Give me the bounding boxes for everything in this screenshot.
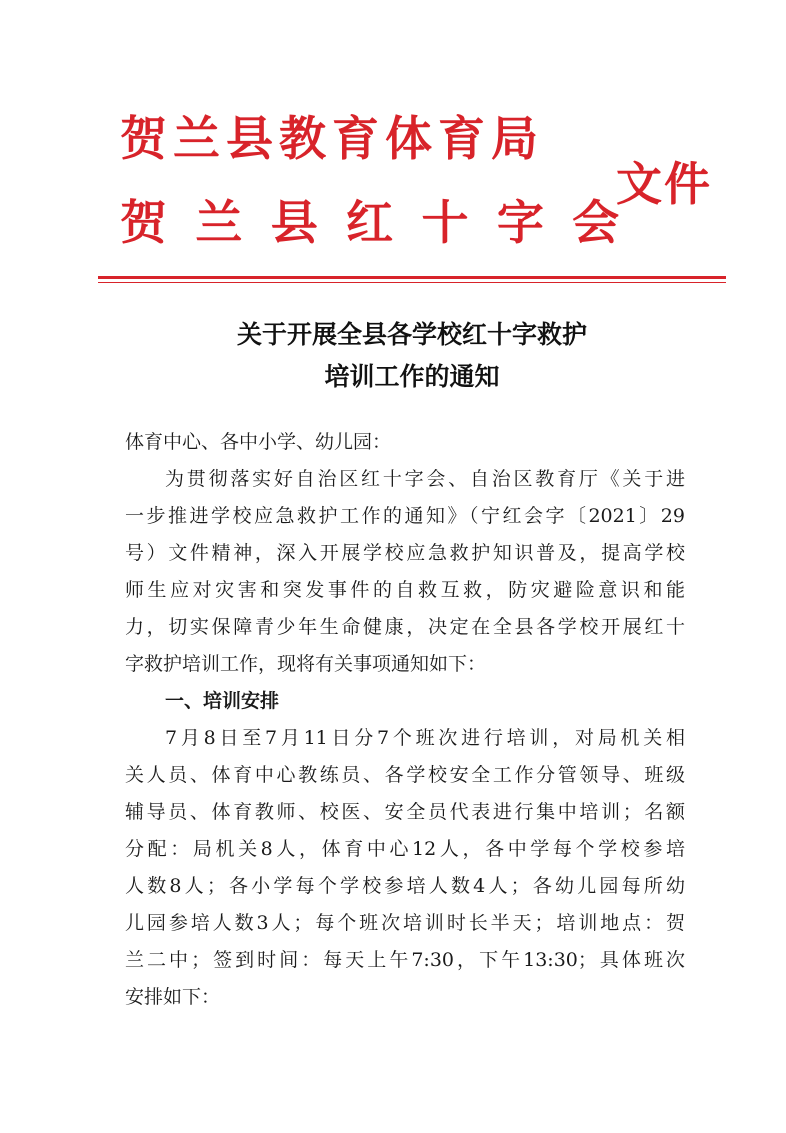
paragraph-line: 师生应对灾害和突发事件的自救互救，防灾避险意识和能 bbox=[125, 579, 685, 601]
paragraph-line: 为贯彻落实好自治区红十字会、自治区教育厅《关于进 bbox=[165, 468, 685, 490]
document-type-label: 文件 bbox=[616, 157, 712, 211]
paragraph-line: 儿园参培人数3人；每个班次培训时长半天；培训地点：贺 bbox=[125, 912, 685, 934]
paragraph-line: 分配：局机关8人，体育中心12人，各中学每个学校参培 bbox=[125, 838, 685, 860]
paragraph-line: 7月8日至7月11日分7个班次进行培训，对局机关相 bbox=[165, 727, 685, 749]
paragraph-line: 字救护培训工作，现将有关事项通知如下： bbox=[125, 653, 487, 675]
issuing-org-education-bureau: 贺兰县教育体育局 bbox=[120, 112, 544, 167]
section-heading-training-arrangement: 一、培训安排 bbox=[165, 690, 280, 712]
paragraph-training-arrangement bbox=[125, 720, 685, 1016]
paragraph-line: 安排如下： bbox=[125, 986, 221, 1008]
paragraph-line: 人数8人；各小学每个学校参培人数4人；各幼儿园每所幼 bbox=[125, 875, 685, 897]
document-title-line-1: 关于开展全县各学校红十字救护 bbox=[236, 320, 587, 349]
paragraph-line: 辅导员、体育教师、校医、安全员代表进行集中培训；名额 bbox=[125, 801, 685, 823]
paragraph-line: 号）文件精神，深入开展学校应急救护知识普及，提高学校 bbox=[125, 542, 685, 564]
paragraph-line: 一步推进学校应急救护工作的通知》（宁红会字〔2021〕29 bbox=[125, 505, 685, 527]
paragraph-purpose bbox=[125, 461, 685, 683]
header-divider-thin bbox=[98, 282, 726, 283]
document-body bbox=[125, 424, 685, 1016]
header-divider bbox=[98, 276, 726, 279]
document-title-line-2: 培训工作的通知 bbox=[324, 362, 500, 391]
paragraph-line: 兰二中；签到时间：每天上午7:30，下午13:30；具体班次 bbox=[125, 949, 685, 971]
paragraph-line: 关人员、体育中心教练员、各学校安全工作分管领导、班级 bbox=[125, 764, 685, 786]
salutation: 体育中心、各中小学、幼儿园： bbox=[125, 431, 392, 453]
paragraph-line: 力，切实保障青少年生命健康，决定在全县各学校开展红十 bbox=[125, 616, 685, 638]
issuing-org-red-cross: 贺 兰 县 红 十 字 会 bbox=[120, 196, 626, 251]
